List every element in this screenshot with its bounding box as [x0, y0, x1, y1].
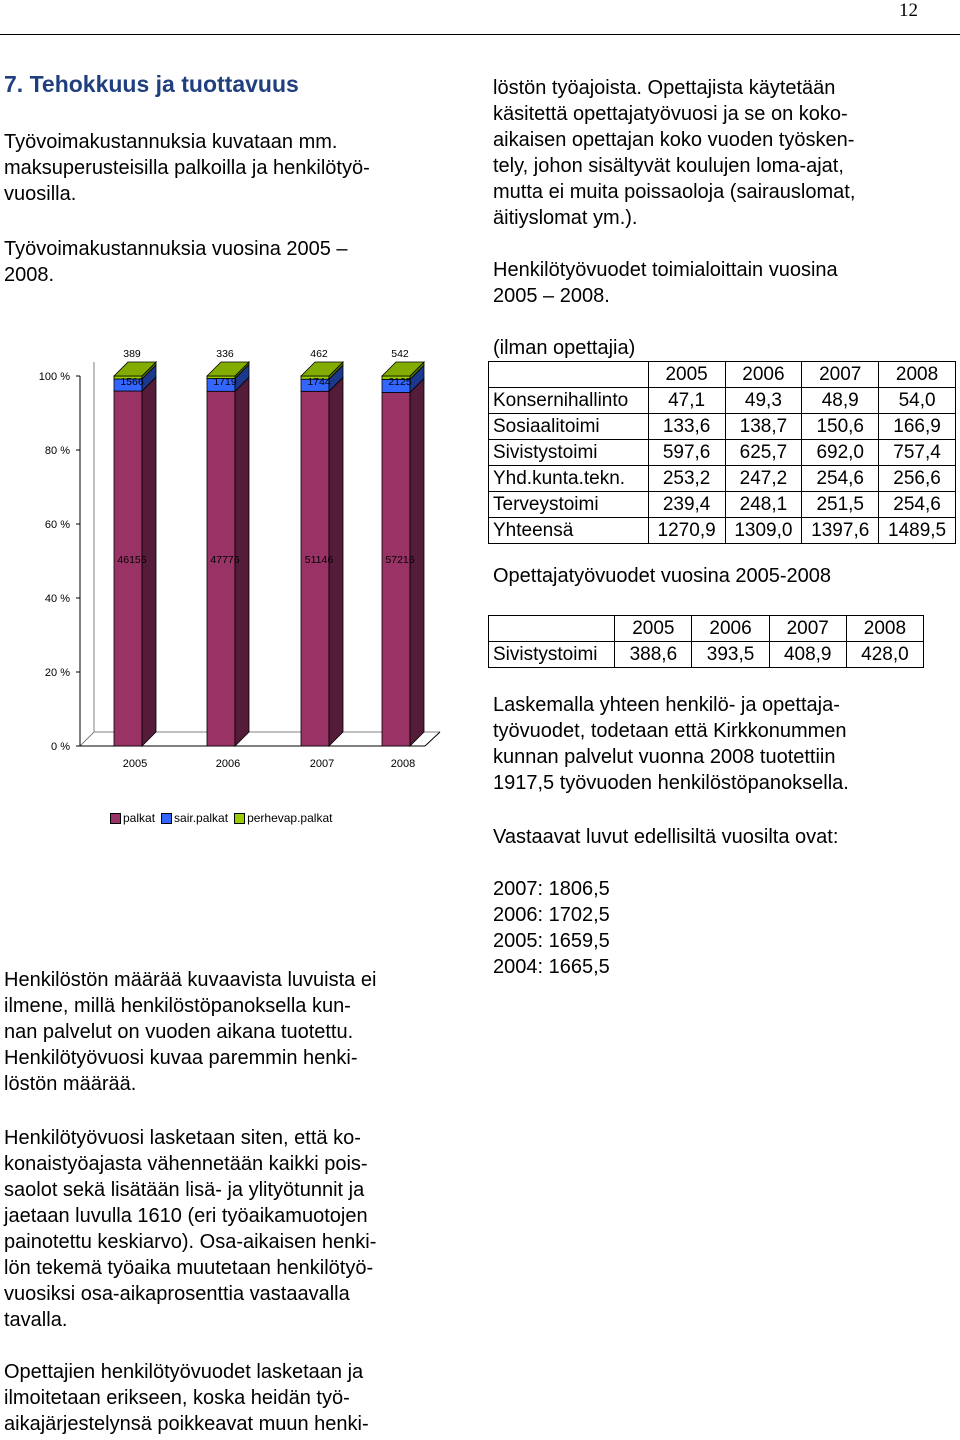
table-cell: 1397,6	[802, 518, 879, 544]
y-tick-label: 80 %	[44, 445, 70, 457]
y-tick-label: 60 %	[44, 519, 70, 531]
left-paragraph-5: Opettajien henkilötyövuodet lasketaan ja ilmoitetaan erikseen, koska heidän työ- aikajärjestelynsä poikkeavat muun henki-	[4, 1361, 369, 1435]
legend-item-perhevap-palkat	[234, 811, 332, 825]
teacher-work-years-table	[488, 615, 924, 668]
work-years-table	[488, 361, 956, 544]
table-cell: 408,9	[769, 642, 846, 668]
table-cell: 757,4	[879, 440, 956, 466]
data-label-perhevap-palkat: 389	[123, 348, 141, 360]
table-cell: 48,9	[802, 388, 879, 414]
table-cell: 150,6	[802, 414, 879, 440]
legend-item-sair-palkat	[161, 811, 228, 825]
table-cell: 254,6	[879, 492, 956, 518]
table-cell: 248,1	[725, 492, 802, 518]
table-header-row	[489, 362, 956, 388]
right-paragraph-2: Henkilötyövuodet toimialoittain vuosina 2005 – 2008.	[493, 259, 838, 307]
table-cell: 239,4	[648, 492, 725, 518]
previous-years-list: 2007: 1806,5 2006: 1702,5 2005: 1659,5 2004: 1665,5	[493, 878, 610, 978]
table-row	[489, 440, 956, 466]
legend-swatch-icon	[161, 813, 172, 824]
chart-legend	[110, 811, 338, 825]
table-cell: 47,1	[648, 388, 725, 414]
table-header-cell: 2007	[802, 362, 879, 388]
x-tick-label: 2008	[390, 758, 416, 770]
bar-palkat-2007	[301, 391, 329, 746]
table-cell: 1270,9	[648, 518, 725, 544]
table-header-cell: 2007	[769, 616, 846, 642]
data-label-sair-palkat: 2125	[388, 376, 412, 388]
section-heading: 7. Tehokkuus ja tuottavuus	[4, 71, 299, 97]
table-cell: 166,9	[879, 414, 956, 440]
legend-swatch-icon	[234, 813, 245, 824]
table-header-cell: 2005	[648, 362, 725, 388]
table-cell: 247,2	[725, 466, 802, 492]
legend-item-palkat	[110, 811, 155, 825]
left-paragraph-1: Työvoimakustannuksia kuvataan mm. maksuperusteisilla palkoilla ja henkilötyö- vuosilla.	[4, 131, 370, 205]
chart-data-labels	[117, 348, 415, 770]
y-tick-label: 40 %	[44, 593, 70, 605]
table-header-cell: 2008	[879, 362, 956, 388]
x-tick-label: 2007	[309, 758, 335, 770]
table-cell: 692,0	[802, 440, 879, 466]
table-cell: 49,3	[725, 388, 802, 414]
table-row-label: Sivistystoimi	[489, 440, 649, 466]
table-cell: 54,0	[879, 388, 956, 414]
table-cell: 253,2	[648, 466, 725, 492]
table-row-label: Yhd.kunta.tekn.	[489, 466, 649, 492]
table-row	[489, 414, 956, 440]
table-row	[489, 642, 924, 668]
table-header-cell: 2005	[615, 616, 692, 642]
legend-label: palkat	[123, 811, 156, 825]
right-paragraph-3: Opettajatyövuodet vuosina 2005-2008	[493, 565, 832, 587]
table-cell: 251,5	[802, 492, 879, 518]
labour-cost-chart	[0, 335, 470, 805]
chart-back-wall	[80, 362, 94, 746]
table-cell: 1489,5	[879, 518, 956, 544]
table-header-cell: 2006	[725, 362, 802, 388]
table-cell: 388,6	[615, 642, 692, 668]
table-cell: 254,6	[802, 466, 879, 492]
data-label-perhevap-palkat: 336	[216, 348, 234, 360]
header-rule	[0, 34, 960, 35]
table-cell: 1309,0	[725, 518, 802, 544]
table-cell: 428,0	[846, 642, 923, 668]
y-tick-label: 0 %	[51, 741, 70, 753]
table-header-cell: 2006	[692, 616, 769, 642]
data-label-palkat: 47776	[210, 554, 240, 566]
table-row-label: Konsernihallinto	[489, 388, 649, 414]
table-row-label: Sosiaalitoimi	[489, 414, 649, 440]
data-label-palkat: 46155	[117, 554, 147, 566]
table1-caption: (ilman opettajia)	[493, 337, 636, 359]
table-cell: 625,7	[725, 440, 802, 466]
y-tick-label: 100 %	[38, 371, 70, 383]
left-paragraph-3: Henkilöstön määrää kuvaavista luvuista ei ilmene, millä henkilöstöpanoksella kun- nan palvelut on vuoden aikana tuotettu. Henkilötyövuosi kuvaa paremmin henki- löstön määrää.	[4, 969, 377, 1095]
data-label-sair-palkat: 1719	[213, 376, 237, 388]
x-tick-label: 2005	[122, 758, 148, 770]
data-label-perhevap-palkat: 542	[391, 348, 409, 360]
table-row-label: Sivistystoimi	[489, 642, 615, 668]
bar-palkat-2005	[114, 391, 142, 746]
table-header-cell: 2008	[846, 616, 923, 642]
left-paragraph-2: Työvoimakustannuksia vuosina 2005 – 2008.	[4, 238, 348, 286]
legend-swatch-icon	[110, 813, 121, 824]
table-cell: 256,6	[879, 466, 956, 492]
legend-label: sair.palkat	[174, 811, 229, 825]
right-paragraph-1: löstön työajoista. Opettajista käytetään käsitettä opettajatyövuosi ja se on koko- aikaisen opettajan koko vuoden työsken- tely, johon sisältyvät koulujen loma-ajat, mutta ei muita poissaoloja (sairauslomat, äitiyslomat ym.).	[493, 77, 856, 229]
table-header-cell	[489, 362, 649, 388]
table-row-label: Yhteensä	[489, 518, 649, 544]
table-cell: 138,7	[725, 414, 802, 440]
bar-palkat-2006	[207, 391, 235, 746]
table-row	[489, 388, 956, 414]
table-row	[489, 518, 956, 544]
table-row	[489, 492, 956, 518]
chart-bars	[114, 362, 424, 746]
data-label-palkat: 57216	[385, 554, 415, 566]
table-cell: 597,6	[648, 440, 725, 466]
table-header-row	[489, 616, 924, 642]
y-tick-label: 20 %	[44, 667, 70, 679]
right-paragraph-5: Vastaavat luvut edellisiltä vuosilta ovat:	[493, 826, 839, 848]
left-paragraph-4: Henkilötyövuosi lasketaan siten, että ko- konaistyöajasta vähennetään kaikki pois- saolot sekä lisätään lisä- ja ylityötunnit ja jaetaan luvulla 1610 (eri työaikamuotojen painotettu keskiarvo). Osa-aikaisen henki- lön tekemä työaika muutetaan henkilötyö- vuosiksi osa-aikaprosenttia vastaavalla tavalla.	[4, 1127, 377, 1331]
table-cell: 133,6	[648, 414, 725, 440]
data-label-sair-palkat: 1566	[120, 376, 144, 388]
x-axis-depth	[425, 732, 440, 746]
data-label-palkat: 51146	[304, 554, 334, 566]
page-number: 12	[899, 0, 918, 21]
table-cell: 393,5	[692, 642, 769, 668]
table-header-cell	[489, 616, 615, 642]
legend-label: perhevap.palkat	[247, 811, 333, 825]
bar-palkat-2008	[382, 392, 410, 746]
x-tick-label: 2006	[215, 758, 241, 770]
data-label-perhevap-palkat: 462	[310, 348, 328, 360]
table-row-label: Terveystoimi	[489, 492, 649, 518]
right-paragraph-4: Laskemalla yhteen henkilö- ja opettaja- työvuodet, todetaan että Kirkkonummen kunnan palvelut vuonna 2008 tuotettiin 1917,5 työvuoden henkilöstöpanoksella.	[493, 694, 849, 794]
table-row	[489, 466, 956, 492]
data-label-sair-palkat: 1744	[307, 376, 331, 388]
